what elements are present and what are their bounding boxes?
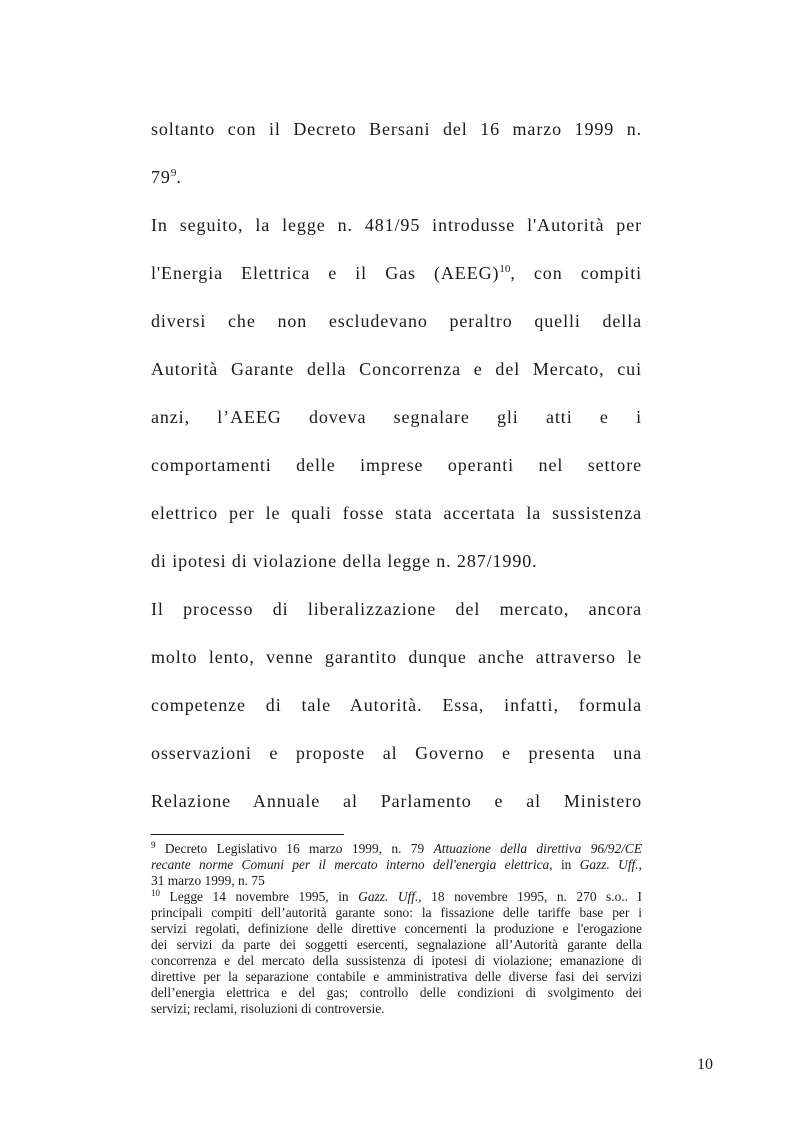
body-line: Autorità Garante della Concorrenza e del Mercato, cui xyxy=(151,359,642,379)
body-line: Il processo di liberalizzazione del mercato, ancora xyxy=(151,599,642,619)
footnote-9: $^9$ Decreto Legislativo 16 marzo 1999, n. 79 Attuazione della direttiva 96/92/CE recante norme Comuni per il mercato interno dell'energia elettrica, in Gazz. Uff., 31 marzo 1999, n. 75 xyxy=(151,840,642,888)
body-line: osservazioni e proposte al Governo e presenta una xyxy=(151,743,642,763)
body-line: competenze di tale Autorità. Essa, infatti, formula xyxy=(151,695,642,715)
body-line: $79^9$. xyxy=(151,167,182,187)
body-line: comportamenti delle imprese operanti nel settore xyxy=(151,455,642,475)
footnote-number: 10 xyxy=(151,888,160,898)
footnote-separator xyxy=(151,834,344,835)
body-line: elettrico per le quali fosse stata accertata la sussistenza xyxy=(151,503,642,523)
footnote-number: 9 xyxy=(151,840,156,850)
body-line: di ipotesi di violazione della legge n. 287/1990. xyxy=(151,551,538,571)
footnote-ref-9[interactable]: 9 xyxy=(170,167,177,179)
footnotes xyxy=(151,834,642,1017)
body-line: diversi che non escludevano peraltro quelli della xyxy=(151,311,642,331)
body-line: molto lento, venne garantito dunque anche attraverso le xyxy=(151,647,642,667)
body-text xyxy=(151,105,642,825)
body-line: In seguito, la legge n. 481/95 introdusse l'Autorità per xyxy=(151,215,642,235)
body-line: soltanto con il Decreto Bersani del 16 marzo 1999 n. xyxy=(151,119,642,139)
body-line: Relazione Annuale al Parlamento e al Ministero xyxy=(151,791,642,811)
page-number: 10 xyxy=(697,1056,713,1073)
body-line: l'Energia Elettrica e il Gas (AEEG)$^{10}$, con compiti xyxy=(151,263,643,283)
footnote-ref-10[interactable]: 10 xyxy=(499,263,511,275)
footnote-10: $^{10}$ Legge 14 novembre 1995, in Gazz. Uff., 18 novembre 1995, n. 270 s.o.. I principali compiti dell’autorità garante sono: la fissazione delle tariffe base per i servizi regolati, definizione delle direttive concernenti la produzione e l'erogazione dei servizi da parte dei soggetti esercenti, segnalazione all’Autorità garante della concorrenza e del mercato della sussistenza di ipotesi di violazione; emanazione di direttive per la separazione contabile e amministrativa delle diverse fasi dei servizi dell’energia elettrica e del gas; controllo delle condizioni di svolgimento dei servizi; reclami, risoluzioni di controversie. xyxy=(151,888,642,1016)
body-line: anzi, l’AEEG doveva segnalare gli atti e i xyxy=(151,407,642,427)
